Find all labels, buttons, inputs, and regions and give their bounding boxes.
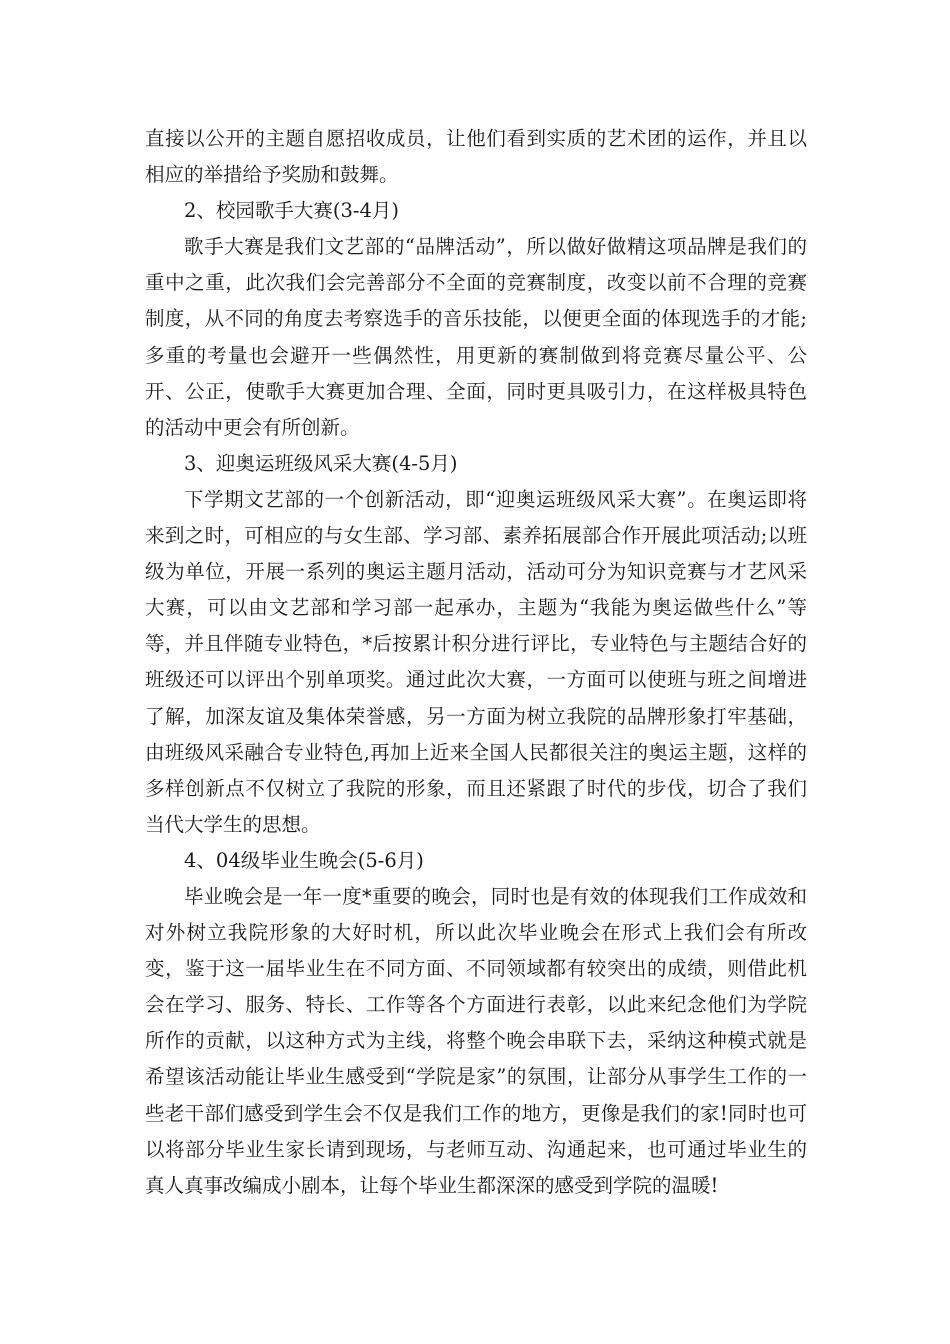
document-body xyxy=(145,121,807,1204)
heading-campus-singer-contest: 2、校园歌手大赛(3-4月) xyxy=(184,199,400,223)
paragraph-recruitment-continued: 直接以公开的主题自愿招收成员，让他们看到实质的艺术团的运作，并且以相应的举措给予奖励和鼓舞。 xyxy=(145,127,807,187)
paragraph-graduation-gala: 毕业晚会是一年一度*重要的晚会，同时也是有效的体现我们工作成效和对外树立我院形象的大好时机，所以此次毕业晚会在形式上我们会有所改变，鉴于这一届毕业生在不同方面、不同领域都有较突出的成绩，则借此机会在学习、服务、特长、工作等各个方面进行表彰，以此来纪念他们为学院所作的贡献，以这种方式为主线，将整个晚会串联下去，采纳这种模式就是希望该活动能让毕业生感受到“学院是家”的氛围，让部分从事学生工作的一些老干部们感受到学生会不仅是我们工作的地方，更像是我们的家!同时也可以将部分毕业生家长请到现场，与老师互动、沟通起来，也可通过毕业生的真人真事改编成小剧本，让每个毕业生都深深的感受到学院的温暖! xyxy=(145,884,807,1197)
heading-graduation-gala: 4、04级毕业生晚会(5-6月) xyxy=(184,848,424,872)
paragraph-campus-singer-contest: 歌手大赛是我们文艺部的“品牌活动”，所以做好做精这项品牌是我们的重中之重，此次我们会完善部分不全面的竞赛制度，改变以前不合理的竞赛制度，从不同的角度去考察选手的音乐技能，以便更全面的体现选手的才能;多重的考量也会避开一些偶然性，用更新的赛制做到将竞赛尽量公平、公开、公正，使歌手大赛更加合理、全面，同时更具吸引力，在这样极具特色的活动中更会有所创新。 xyxy=(145,235,807,439)
heading-olympic-class-contest: 3、迎奥运班级风采大赛(4-5月) xyxy=(184,451,458,475)
paragraph-olympic-class-contest: 下学期文艺部的一个创新活动，即“迎奥运班级风采大赛”。在奥运即将来到之时，可相应的与女生部、学习部、素养拓展部合作开展此项活动;以班级为单位，开展一系列的奥运主题月活动，活动可分为知识竞赛与才艺风采大赛，可以由文艺部和学习部一起承办，主题为“我能为奥运做些什么”等等，并且伴随专业特色，*后按累计积分进行评比，专业特色与主题结合好的班级还可以评出个别单项奖。通过此次大赛，一方面可以使班与班之间增进了解，加深友谊及集体荣誉感，另一方面为树立我院的品牌形象打牢基础，由班级风采融合专业特色,再加上近来全国人民都很关注的奥运主题，这样的多样创新点不仅树立了我院的形象，而且还紧跟了时代的步伐，切合了我们当代大学生的思想。 xyxy=(145,487,807,836)
